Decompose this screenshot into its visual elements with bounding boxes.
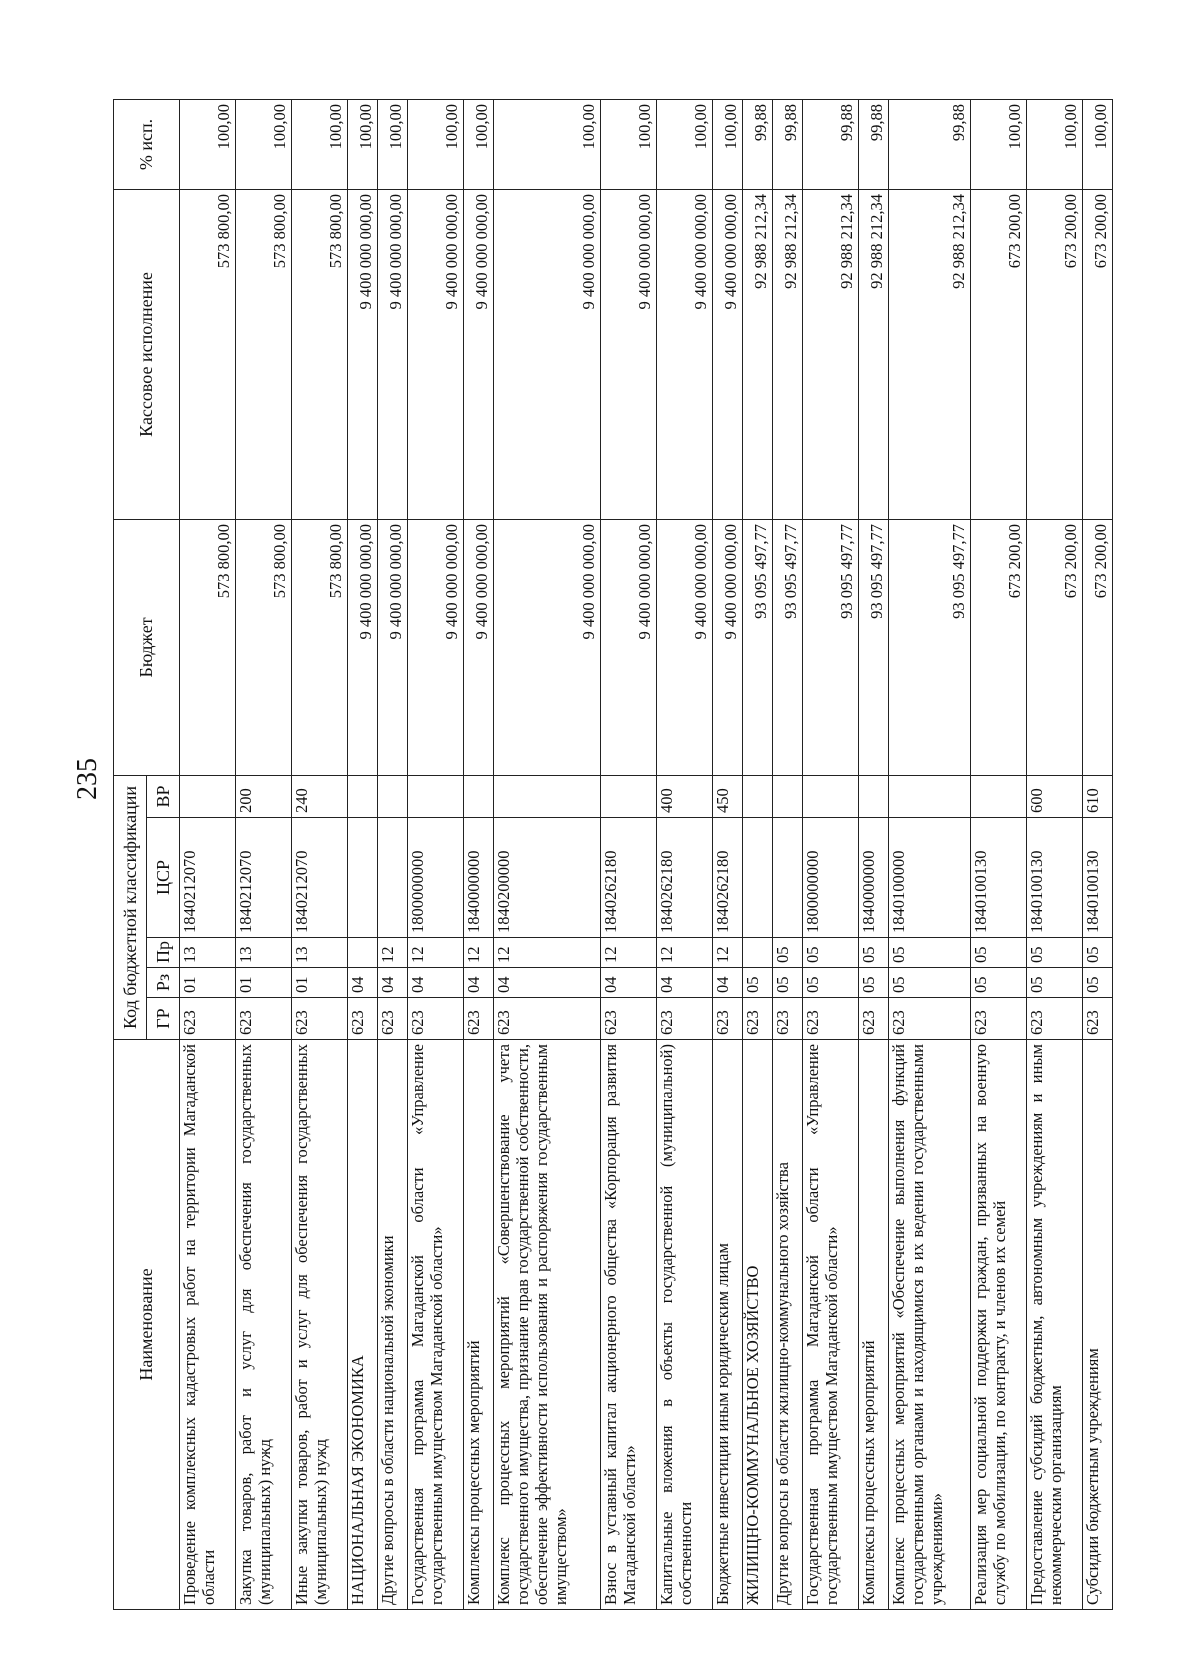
cell-cash: 92 988 212,34: [803, 189, 859, 519]
cell-csr: 1840200000: [493, 818, 601, 938]
table-row: [1026, 99, 1082, 1609]
cell-cash: 92 988 212,34: [859, 189, 889, 519]
cell-pct: 99,88: [803, 99, 859, 189]
cell-budget: 9 400 000 000,00: [657, 519, 713, 775]
cell-budget: 9 400 000 000,00: [601, 519, 657, 775]
cell-budget: 573 800,00: [180, 519, 236, 775]
cell-vr: [407, 775, 463, 817]
cell-vr: [180, 775, 236, 817]
cell-budget: 93 095 497,77: [773, 519, 803, 775]
header-name: Наименование: [114, 1040, 180, 1610]
header-vr: ВР: [147, 775, 180, 817]
cell-name: ЖИЛИЩНО-КОММУНАЛЬНОЕ ХОЗЯЙСТВО: [743, 1040, 773, 1610]
cell-gr: 623: [291, 998, 347, 1040]
cell-gr: 623: [657, 998, 713, 1040]
cell-pct: 100,00: [407, 99, 463, 189]
cell-budget: 673 200,00: [1026, 519, 1082, 775]
cell-name: НАЦИОНАЛЬНАЯ ЭКОНОМИКА: [347, 1040, 377, 1610]
table-row: [291, 99, 347, 1609]
cell-vr: [347, 775, 377, 817]
header-budget: Бюджет: [114, 519, 180, 775]
cell-budget: 9 400 000 000,00: [407, 519, 463, 775]
cell-pct: 99,88: [859, 99, 889, 189]
cell-cash: 573 800,00: [291, 189, 347, 519]
cell-pr: [743, 938, 773, 968]
cell-pr: [347, 938, 377, 968]
cell-pct: 100,00: [657, 99, 713, 189]
cell-pr: 12: [407, 938, 463, 968]
cell-vr: [601, 775, 657, 817]
cell-budget: 673 200,00: [971, 519, 1027, 775]
cell-vr: 200: [235, 775, 291, 817]
cell-rz: 01: [291, 968, 347, 998]
cell-pct: 100,00: [180, 99, 236, 189]
cell-pr: 05: [889, 938, 971, 968]
cell-pr: 05: [971, 938, 1027, 968]
cell-vr: [377, 775, 407, 817]
cell-vr: [743, 775, 773, 817]
cell-pct: 100,00: [291, 99, 347, 189]
cell-pr: 05: [859, 938, 889, 968]
table-row: [347, 99, 377, 1609]
cell-gr: 623: [463, 998, 493, 1040]
cell-rz: 04: [463, 968, 493, 998]
table-row: [889, 99, 971, 1609]
cell-name: Комплексы процессных мероприятий: [859, 1040, 889, 1610]
cell-gr: 623: [971, 998, 1027, 1040]
table-row: [657, 99, 713, 1609]
table-row: [743, 99, 773, 1609]
table-row: [377, 99, 407, 1609]
cell-name: Субсидии бюджетным учреждениям: [1082, 1040, 1112, 1610]
header-code-group: Код бюджетной классификации: [114, 775, 147, 1039]
cell-rz: 05: [773, 968, 803, 998]
cell-cash: 92 988 212,34: [773, 189, 803, 519]
cell-vr: [859, 775, 889, 817]
cell-csr: [773, 818, 803, 938]
cell-csr: 1840262180: [601, 818, 657, 938]
cell-cash: 673 200,00: [1082, 189, 1112, 519]
cell-csr: 1840212070: [235, 818, 291, 938]
cell-pct: 100,00: [235, 99, 291, 189]
cell-rz: 04: [657, 968, 713, 998]
cell-rz: 04: [347, 968, 377, 998]
cell-csr: 1840212070: [291, 818, 347, 938]
cell-name: Предоставление субсидий бюджетным, автономным учреждениям и иным некоммерческим организациям: [1026, 1040, 1082, 1610]
cell-csr: 1840212070: [180, 818, 236, 938]
cell-name: Другие вопросы в области национальной экономики: [377, 1040, 407, 1610]
cell-pr: 12: [713, 938, 743, 968]
cell-gr: 623: [493, 998, 601, 1040]
table-row: [493, 99, 601, 1609]
page-number: 235: [72, 758, 103, 800]
cell-name: Другие вопросы в области жилищно-коммунального хозяйства: [773, 1040, 803, 1610]
cell-gr: 623: [773, 998, 803, 1040]
cell-gr: 623: [743, 998, 773, 1040]
table-row: [407, 99, 463, 1609]
budget-table: [113, 99, 1113, 1610]
cell-name: Комплекс процессных мероприятий «Совершенствование учета государственного имущества, признание прав государственной собственности, обеспечение эффективности использования и распоряжения государственным имуществом»: [493, 1040, 601, 1610]
header-gr: ГР: [147, 998, 180, 1040]
cell-cash: 9 400 000 000,00: [347, 189, 377, 519]
cell-gr: 623: [713, 998, 743, 1040]
cell-gr: 623: [803, 998, 859, 1040]
cell-vr: [493, 775, 601, 817]
cell-pct: 100,00: [463, 99, 493, 189]
cell-pct: 100,00: [1026, 99, 1082, 189]
cell-cash: 9 400 000 000,00: [463, 189, 493, 519]
cell-csr: 1840100130: [971, 818, 1027, 938]
cell-pr: 13: [291, 938, 347, 968]
cell-csr: 1840000000: [463, 818, 493, 938]
cell-vr: [803, 775, 859, 817]
cell-gr: 623: [1026, 998, 1082, 1040]
cell-rz: 05: [1026, 968, 1082, 998]
cell-gr: 623: [859, 998, 889, 1040]
header-pr: Пр: [147, 938, 180, 968]
cell-pr: 12: [377, 938, 407, 968]
cell-rz: 04: [601, 968, 657, 998]
cell-gr: 623: [407, 998, 463, 1040]
table-row: [971, 99, 1027, 1609]
cell-pr: 05: [803, 938, 859, 968]
cell-csr: 1840262180: [657, 818, 713, 938]
cell-rz: 05: [889, 968, 971, 998]
header-rz: Рз: [147, 968, 180, 998]
table-row: [463, 99, 493, 1609]
header-cash: Кассовое исполнение: [114, 189, 180, 519]
cell-budget: 9 400 000 000,00: [713, 519, 743, 775]
table-row: [601, 99, 657, 1609]
cell-name: Государственная программа Магаданской области «Управление государственным имуществом Магаданской области»: [803, 1040, 859, 1610]
table-row: [773, 99, 803, 1609]
cell-rz: 04: [377, 968, 407, 998]
cell-vr: 450: [713, 775, 743, 817]
cell-gr: 623: [889, 998, 971, 1040]
cell-csr: 1840000000: [859, 818, 889, 938]
cell-budget: 93 095 497,77: [803, 519, 859, 775]
cell-cash: 9 400 000 000,00: [407, 189, 463, 519]
cell-name: Реализация мер социальной поддержки граждан, призванных на военную службу по мобилизации, по контракту, и членов их семей: [971, 1040, 1027, 1610]
cell-pr: 12: [493, 938, 601, 968]
cell-vr: [889, 775, 971, 817]
cell-pr: 13: [180, 938, 236, 968]
cell-gr: 623: [180, 998, 236, 1040]
cell-gr: 623: [1082, 998, 1112, 1040]
cell-name: Государственная программа Магаданской области «Управление государственным имуществом Магаданской области»: [407, 1040, 463, 1610]
cell-vr: 610: [1082, 775, 1112, 817]
cell-rz: 05: [971, 968, 1027, 998]
cell-vr: [463, 775, 493, 817]
cell-name: Капитальные вложения в объекты государственной (муниципальной) собственности: [657, 1040, 713, 1610]
cell-cash: 9 400 000 000,00: [377, 189, 407, 519]
cell-csr: 1840100130: [1082, 818, 1112, 938]
cell-budget: 673 200,00: [1082, 519, 1112, 775]
cell-cash: 573 800,00: [180, 189, 236, 519]
cell-rz: 05: [743, 968, 773, 998]
cell-pr: 12: [657, 938, 713, 968]
cell-pct: 100,00: [601, 99, 657, 189]
cell-pr: 13: [235, 938, 291, 968]
cell-pr: 12: [463, 938, 493, 968]
table-container: [113, 100, 1113, 1610]
cell-vr: [971, 775, 1027, 817]
cell-csr: [377, 818, 407, 938]
cell-budget: 573 800,00: [235, 519, 291, 775]
cell-csr: 1800000000: [407, 818, 463, 938]
cell-name: Комплексы процессных мероприятий: [463, 1040, 493, 1610]
cell-csr: 1840262180: [713, 818, 743, 938]
cell-csr: 1840100130: [1026, 818, 1082, 938]
cell-cash: 92 988 212,34: [743, 189, 773, 519]
cell-name: Взнос в уставный капитал акционерного общества «Корпорация развития Магаданской области»: [601, 1040, 657, 1610]
cell-vr: [773, 775, 803, 817]
cell-name: Комплекс процессных мероприятий «Обеспечение выполнения функций государственными органами и находящимися в их ведении государственными учреждениями»: [889, 1040, 971, 1610]
cell-gr: 623: [377, 998, 407, 1040]
cell-budget: 93 095 497,77: [889, 519, 971, 775]
cell-cash: 92 988 212,34: [889, 189, 971, 519]
cell-pr: 12: [601, 938, 657, 968]
cell-vr: 600: [1026, 775, 1082, 817]
cell-rz: 05: [803, 968, 859, 998]
cell-vr: 400: [657, 775, 713, 817]
cell-rz: 05: [859, 968, 889, 998]
cell-cash: 673 200,00: [1026, 189, 1082, 519]
cell-budget: 9 400 000 000,00: [347, 519, 377, 775]
cell-rz: 04: [493, 968, 601, 998]
cell-csr: [347, 818, 377, 938]
table-body: [180, 99, 1113, 1609]
cell-csr: [743, 818, 773, 938]
cell-csr: 1840100000: [889, 818, 971, 938]
cell-name: Иные закупки товаров, работ и услуг для обеспечения государственных (муниципальных) нужд: [291, 1040, 347, 1610]
table-row: [803, 99, 859, 1609]
cell-pr: 05: [773, 938, 803, 968]
cell-pr: 05: [1082, 938, 1112, 968]
cell-pct: 99,88: [889, 99, 971, 189]
cell-cash: 573 800,00: [235, 189, 291, 519]
cell-gr: 623: [347, 998, 377, 1040]
cell-gr: 623: [235, 998, 291, 1040]
cell-pct: 100,00: [493, 99, 601, 189]
cell-cash: 9 400 000 000,00: [713, 189, 743, 519]
cell-rz: 01: [235, 968, 291, 998]
cell-pct: 99,88: [743, 99, 773, 189]
cell-gr: 623: [601, 998, 657, 1040]
cell-pct: 100,00: [971, 99, 1027, 189]
cell-name: Проведение комплексных кадастровых работ на территории Магаданской области: [180, 1040, 236, 1610]
table-row: [235, 99, 291, 1609]
cell-pct: 100,00: [1082, 99, 1112, 189]
table-row: [180, 99, 236, 1609]
cell-pr: 05: [1026, 938, 1082, 968]
cell-cash: 9 400 000 000,00: [657, 189, 713, 519]
table-row: [1082, 99, 1112, 1609]
cell-name: Бюджетные инвестиции иным юридическим лицам: [713, 1040, 743, 1610]
cell-budget: 9 400 000 000,00: [377, 519, 407, 775]
cell-budget: 93 095 497,77: [859, 519, 889, 775]
cell-budget: 9 400 000 000,00: [463, 519, 493, 775]
cell-rz: 04: [407, 968, 463, 998]
cell-cash: 9 400 000 000,00: [601, 189, 657, 519]
header-pct: % исп.: [114, 99, 180, 189]
header-csr: ЦСР: [147, 818, 180, 938]
cell-csr: 1800000000: [803, 818, 859, 938]
cell-pct: 99,88: [773, 99, 803, 189]
cell-name: Закупка товаров, работ и услуг для обеспечения государственных (муниципальных) нужд: [235, 1040, 291, 1610]
cell-budget: 573 800,00: [291, 519, 347, 775]
cell-rz: 04: [713, 968, 743, 998]
cell-rz: 05: [1082, 968, 1112, 998]
cell-pct: 100,00: [347, 99, 377, 189]
cell-vr: 240: [291, 775, 347, 817]
cell-rz: 01: [180, 968, 236, 998]
cell-budget: 93 095 497,77: [743, 519, 773, 775]
cell-cash: 9 400 000 000,00: [493, 189, 601, 519]
table-row: [859, 99, 889, 1609]
cell-cash: 673 200,00: [971, 189, 1027, 519]
table-row: [713, 99, 743, 1609]
cell-pct: 100,00: [377, 99, 407, 189]
cell-budget: 9 400 000 000,00: [493, 519, 601, 775]
cell-pct: 100,00: [713, 99, 743, 189]
